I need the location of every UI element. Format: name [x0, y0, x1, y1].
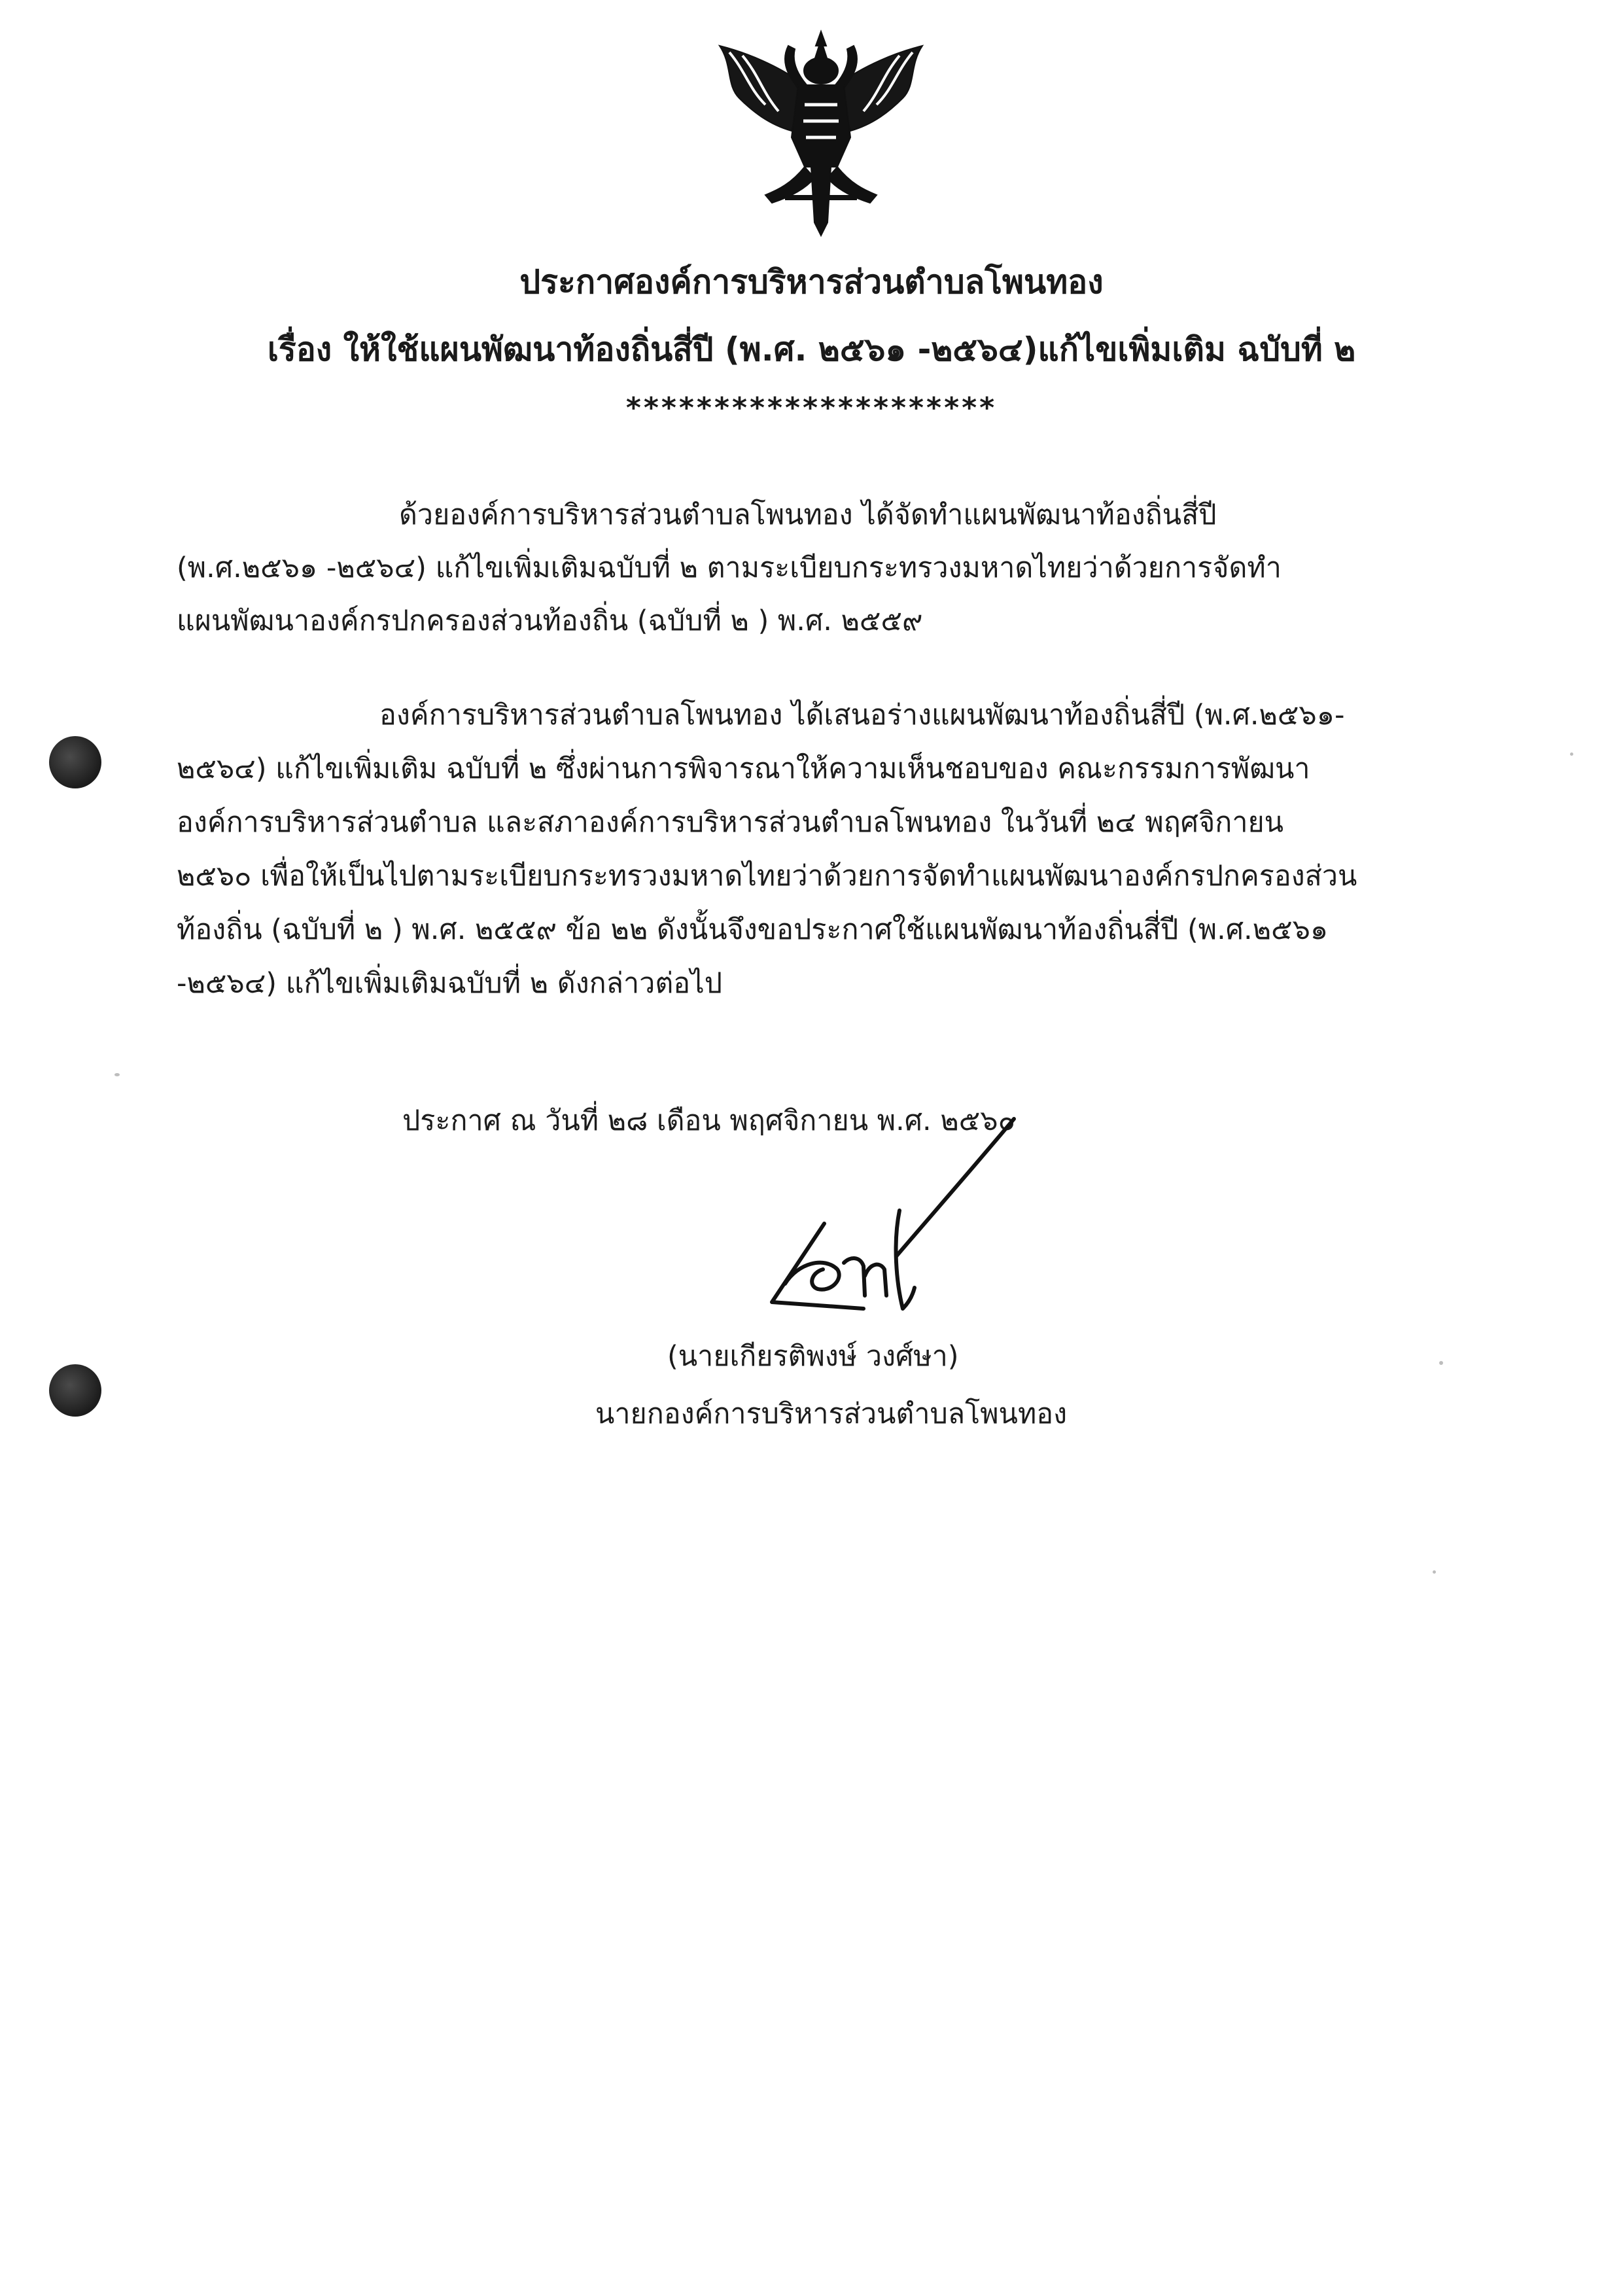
signatory-name: (นายเกียรติพงษ์ วงศ์ษา) [667, 1340, 959, 1373]
scan-speck [1570, 752, 1573, 756]
paragraph2-line: องค์การบริหารส่วนตำบล และสภาองค์การบริหารส่วนตำบลโพนทอง ในวันที่ ๒๔ พฤศจิกายน [177, 806, 1284, 839]
title-separator: ********************* [625, 391, 998, 425]
paragraph2-line: ท้องถิ่น (ฉบับที่ ๒ ) พ.ศ. ๒๕๕๙ ข้อ ๒๒ ดังนั้นจึงขอประกาศใช้แผนพัฒนาท้องถิ่นสี่ปี (พ.ศ.๒๕๖๑ [177, 913, 1329, 946]
paragraph2-line: ๒๕๖๐ เพื่อให้เป็นไปตามระเบียบกระทรวงมหาดไทยว่าด้วยการจัดทำแผนพัฒนาองค์กรปกครองส่วน [177, 860, 1357, 892]
punch-hole [49, 736, 101, 788]
signatory-position: นายกองค์การบริหารส่วนตำบลโพนทอง [595, 1398, 1068, 1430]
scan-speck [1439, 1361, 1443, 1365]
paragraph1-line: (พ.ศ.๒๕๖๑ -๒๕๖๔) แก้ไขเพิ่มเติมฉบับที่ ๒ ตามระเบียบกระทรวงมหาดไทยว่าด้วยการจัดทำ [177, 552, 1282, 584]
announcement-subject: เรื่อง ให้ใช้แผนพัฒนาท้องถิ่นสี่ปี (พ.ศ. ๒๕๖๑ -๒๕๖๔)แก้ไขเพิ่มเติม ฉบับที่ ๒ [267, 330, 1356, 368]
paragraph2-line: องค์การบริหารส่วนตำบลโพนทอง ได้เสนอร่างแผนพัฒนาท้องถิ่นสี่ปี (พ.ศ.๒๕๖๑- [379, 699, 1345, 732]
announcement-date: ประกาศ ณ วันที่ ๒๘ เดือน พฤศจิกายน พ.ศ. ๒๕๖๐ [402, 1104, 1015, 1137]
paragraph2-line: ๒๕๖๔) แก้ไขเพิ่มเติม ฉบับที่ ๒ ซึ่งผ่านการพิจารณาให้ความเห็นชอบของ คณะกรรมการพัฒนา [177, 752, 1310, 785]
paragraph1-line: ด้วยองค์การบริหารส่วนตำบลโพนทอง ได้จัดทำแผนพัฒนาท้องถิ่นสี่ปี [399, 499, 1217, 531]
scan-speck [1433, 1570, 1436, 1574]
garuda-emblem-icon [707, 26, 935, 242]
paragraph1-line: แผนพัฒนาองค์กรปกครองส่วนท้องถิ่น (ฉบับที่ ๒ ) พ.ศ. ๒๕๕๙ [177, 605, 923, 637]
announcement-title: ประกาศองค์การบริหารส่วนตำบลโพนทอง [519, 263, 1104, 301]
scan-speck [114, 1073, 120, 1076]
handwritten-signature-icon [746, 1112, 1021, 1328]
punch-hole [49, 1364, 101, 1417]
paragraph2-line: -๒๕๖๔) แก้ไขเพิ่มเติมฉบับที่ ๒ ดังกล่าวต่อไป [177, 967, 722, 1000]
